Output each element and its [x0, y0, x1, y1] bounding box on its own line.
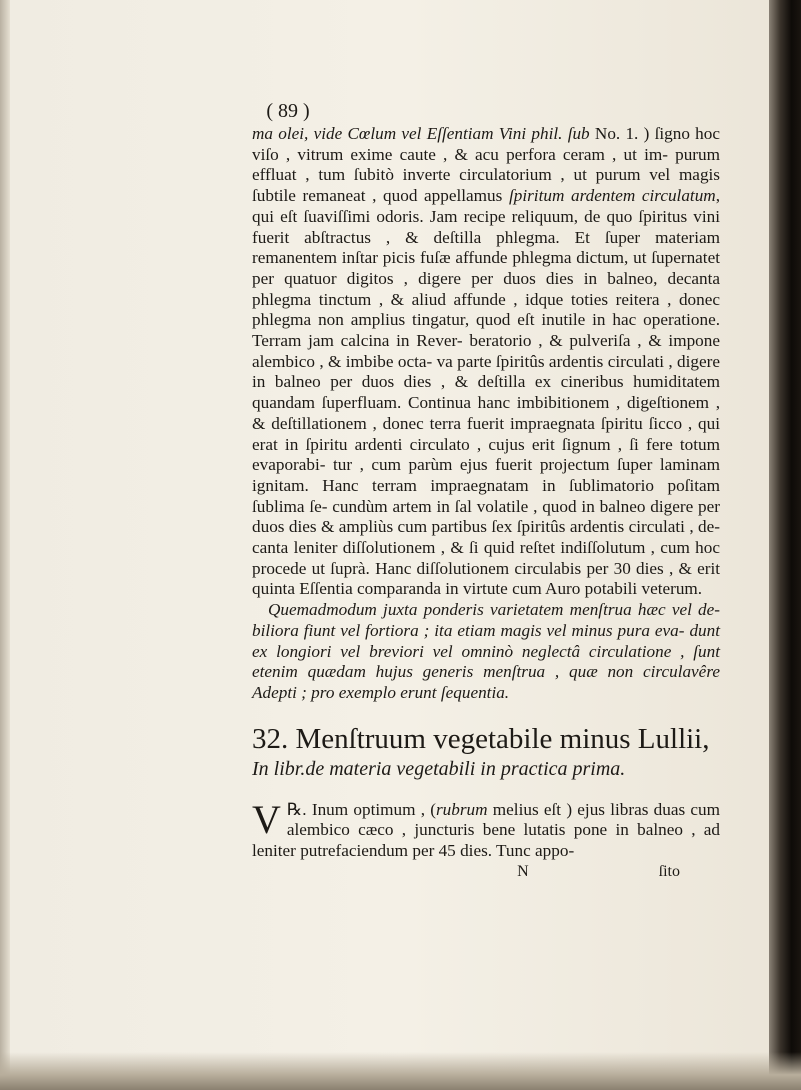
drop-cap: V: [252, 796, 281, 842]
section-subheading: In libr.de materia vegetabili in practica prima.: [252, 757, 626, 780]
paragraph-1-continuation: , qui eſt ſuaviſſimi odoris. Jam recipe reliquum, de quo ſpiritus vini fuerit abſtractus , & deſtilla phlegma. Et ſuper materiam remanentem inſtar picis fuſæ affunde phlegma dictum, ut ſupernatet per quatuor digitos , digere per duos dies in balneo, decanta phlegma tinctum , & aliud affunde , idque toties reitera , donec phlegma non amplius tingatur, quod eſt inutile in hac operatione. Terram jam calcina in Rever- beratorio , & pulveriſa , & impone alembico , & imbibe octa- va parte ſpiritûs ardentis circulati , digere in balneo per duos dies , & deſtilla ex cineribus humiditatem quandam ſuperfluam. Continua hanc imbibitionem , digeſtionem , & deſtillationem , donec terra fuerit impraegnata ſpiritu ſicco , qui erat in ſpiritu ardenti circulato , cujus erit ſignum , ſi fere totum evaporabi- tur , cum parùm ejus fuerit projectum ſuper laminam ignitam. Hanc terram impraegnatam in ſublimatorio poſitam ſublima ſe- cundùm artem in ſal volatile , quod in balneo digere per duos dies & ampliùs cum partibus ſex ſpiritûs ardentis circulati , de- canta leniter diſſolutionem , & ſi quid reſtet indiſſolutum , cum hoc procede ut ſuprà. Hanc diſſolutionem circulabis per 30 dies , & erit quinta Eſſentia comparanda in virtute cum Auro potabili veterum.: [252, 186, 721, 599]
signature-mark: N: [517, 862, 529, 880]
recipe-text-end: melius eſt ) ejus libras duas cum alembico cæco , juncturis bene lutatis pone in balneo , ad leniter putrefaciendum per 45 dies. Tunc appo-: [252, 799, 721, 861]
catchword: ſito: [658, 862, 680, 880]
page-footer: [252, 862, 720, 882]
page-bottom-shadow: [0, 1052, 801, 1090]
section-heading: 32. Menſtruum vegetabile minus Lullii,: [252, 722, 710, 755]
recipe-symbol: ℞.: [286, 799, 307, 819]
recipe-text-start: Inum optimum , (: [311, 799, 436, 819]
paragraph-1: [252, 124, 720, 600]
paragraph-1-italic-lead: ma olei, vide Cœlum vel Eſſentiam Vini phil. ſub: [252, 124, 590, 143]
recipe-italic: rubrum: [435, 799, 488, 819]
paragraph-1-text: No. 1. ) ſigno hoc viſo , vitrum exime caute , & acu perfora ceram , ut im- purum effluat , tum ſubitò inverte circulatorium , ut purum vel magis ſubtile remaneat , quod appellamus: [252, 124, 720, 206]
italic-paragraph: Quemadmodum juxta ponderis varietatem menſtrua hæc vel de- biliora fiunt vel fortiora ; ita etiam magis vel minus pura eva- dunt ex longiori vel breviori vel omninò neglectâ circulatione , ſunt etenim quædam hujus generis menſtrua , quæ non circulavêre Adepti ; pro exemplo erunt ſequentia.: [252, 600, 720, 702]
book-gutter-shadow: [769, 0, 801, 1090]
recipe-paragraph: [252, 796, 721, 862]
page-left-edge: [0, 0, 10, 1090]
paragraph-1-italic-term: ſpiritum ardentem circulatum: [508, 186, 716, 206]
text-block: [252, 124, 720, 882]
page-number: ( 89 ): [266, 100, 310, 122]
